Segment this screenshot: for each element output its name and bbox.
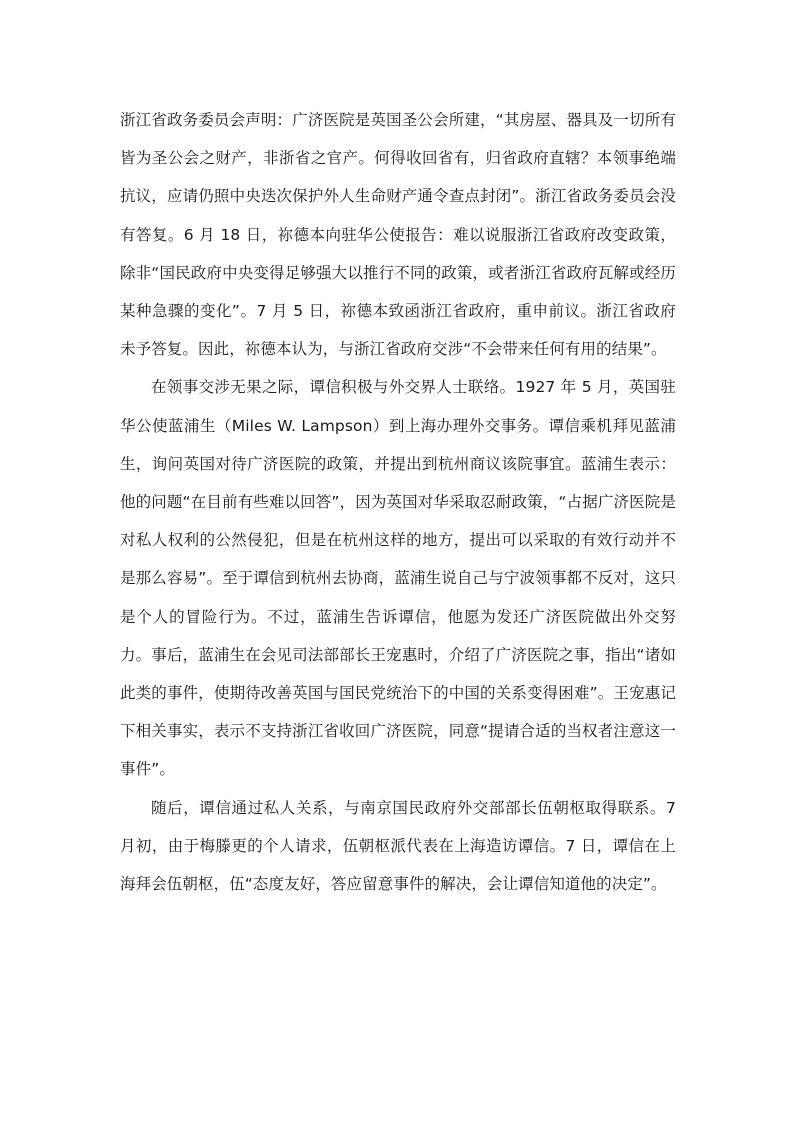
paragraph-wu-chaoshu: 随后，谭信通过私人关系，与南京国民政府外交部部长伍朝枢取得联系。7 月初，由于梅滕更的个人请求，伍朝枢派代表在上海造访谭信。7 日，谭信在上海拜会伍朝枢，伍“态度友好，答应留意事件的解决，会让谭信知道他的决定”。 xyxy=(120,798,676,894)
paragraph-continued: 浙江省政务委员会声明：广济医院是英国圣公会所建，“其房屋、器具及一切所有皆为圣公会之财产，非浙省之官产。何得收回省有，归省政府直辖？本领事绝端抗议，应请仍照中央迭次保护外人生命财产通令查点封闭”。浙江省政务委员会没有答复。6 月 18 日，祢德本向驻华公使报告：难以说服浙江省政府改变政策，除非“国民政府中央变得足够强大以推行不同的政策，或者浙江省政府瓦解或经历某种急骤的变化”。7 月 5 日，祢德本致函浙江省政府，重申前议。浙江省政府未予答复。因此，祢德本认为，与浙江省政府交涉“不会带来任何有用的结果”。 xyxy=(120,111,676,359)
body-text xyxy=(120,101,676,903)
paragraph-lampson: 在领事交涉无果之际，谭信积极与外交界人士联络。1927 年 5 月，英国驻华公使蓝浦生（Miles W. Lampson）到上海办理外交事务。谭信乘机拜见蓝浦生，询问英国对待广济医院的政策，并提出到杭州商议该院事宜。蓝浦生表示：他的问题“在目前有些难以回答”，因为英国对华采取忍耐政策，“占据广济医院是对私人权利的公然侵犯，但是在杭州这样的地方，提出可以采取的有效行动并不是那么容易”。至于谭信到杭州去协商，蓝浦生说自己与宁波领事都不反对，这只是个人的冒险行为。不过，蓝浦生告诉谭信，他愿为发还广济医院做出外交努力。事后，蓝浦生在会见司法部部长王宠惠时，介绍了广济医院之事，指出“诸如此类的事件，使期待改善英国与国民党统治下的中国的关系变得困难”。王宠惠记下相关事实，表示不支持浙江省收回广济医院，同意“提请合适的当权者注意这一事件”。 xyxy=(120,378,676,779)
